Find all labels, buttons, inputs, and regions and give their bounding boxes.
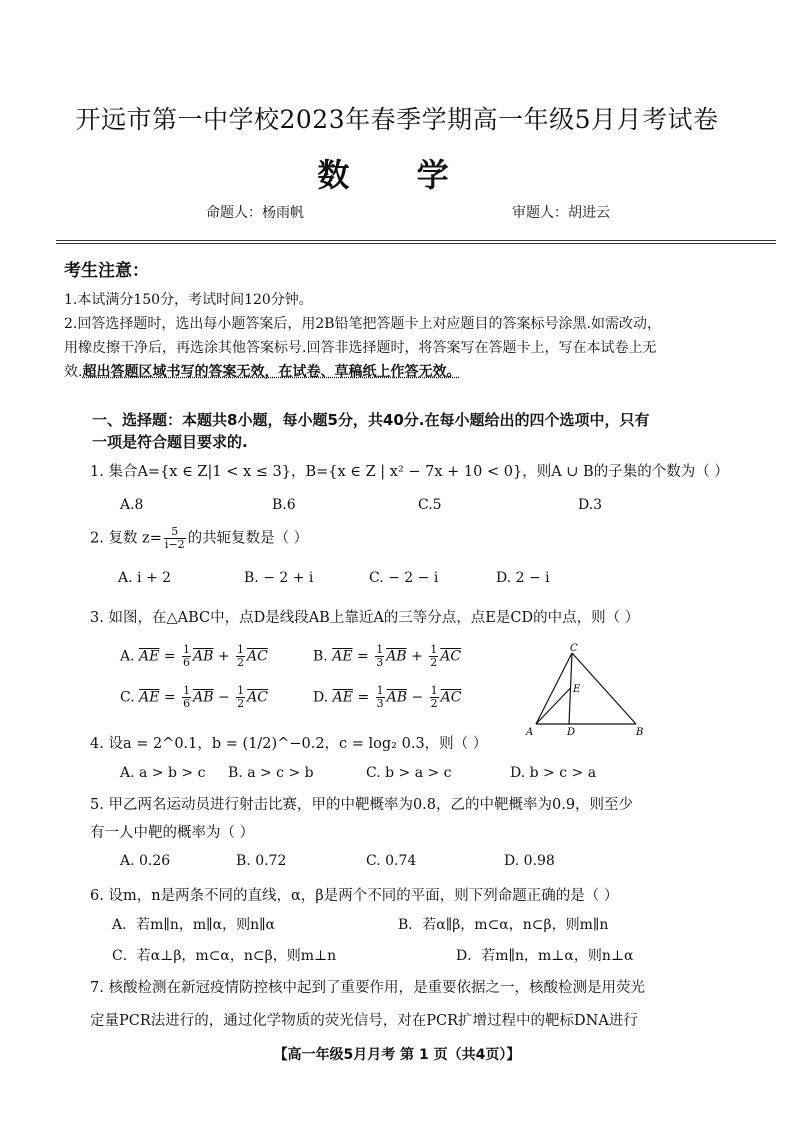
question-3-option-d xyxy=(313,685,462,710)
denominator: 3 xyxy=(376,697,384,710)
question-2-stem-end: 的共轭复数是（ ） xyxy=(187,530,309,547)
notice-line-4 xyxy=(64,361,460,381)
notice-line-4-start: 效. xyxy=(64,364,83,380)
numerator: 1 xyxy=(430,684,438,697)
notice-line-3: 用橡皮擦干净后，再选涂其他答案标号.回答非选择题时，将答案写在答题卡上，写在本试卷上无 xyxy=(64,340,657,356)
vector-ae: $\overline{AE}$ xyxy=(139,648,160,665)
plus-sign: + xyxy=(217,648,230,665)
question-2-fraction-denominator: i−2 xyxy=(164,538,185,551)
label-c: C xyxy=(570,643,578,654)
vector-ab: $\overline{AB}$ xyxy=(386,648,407,665)
edge-ac xyxy=(536,653,572,724)
label-a: A xyxy=(526,727,534,738)
numerator: 1 xyxy=(183,643,190,656)
question-2-fraction xyxy=(164,526,186,551)
question-3-option-a xyxy=(120,644,268,669)
numerator: 1 xyxy=(376,684,384,697)
label-b: B xyxy=(636,727,644,738)
notice-line-2: 2.回答选择题时，选出每小题答案后，用2B铅笔把答题卡上对应题目的答案标号涂黑.如需改动， xyxy=(64,316,662,332)
denominator: 2 xyxy=(430,697,438,710)
option-label: D. xyxy=(313,689,329,706)
notice-heading: 考生注意： xyxy=(64,261,149,281)
vector-ac: $\overline{AC}$ xyxy=(440,648,462,665)
segment-ae xyxy=(536,688,571,724)
subject-title: 数 学 xyxy=(317,156,477,194)
triangle-figure xyxy=(520,640,660,740)
question-1-stem: 1. 集合A={x ∈ Z|1 < x ≤ 3}，B={x ∈ Z | x² − 7x + 10 < 0}，则A ∪ B的子集的个数为（ ） xyxy=(90,464,729,480)
question-1-option-b: B.6 xyxy=(272,497,296,513)
numerator: 1 xyxy=(237,643,245,656)
vector-ae: $\overline{AE}$ xyxy=(332,689,353,706)
equals-sign: = xyxy=(357,648,369,665)
question-5-line-2: 有一人中靶的概率为（ ） xyxy=(90,825,255,841)
vector-ab: $\overline{AB}$ xyxy=(386,689,408,706)
minus-sign: − xyxy=(217,689,230,706)
question-5-option-c: C. 0.74 xyxy=(366,853,417,869)
denominator: 2 xyxy=(237,656,245,669)
question-3-option-c xyxy=(120,685,268,710)
question-6-option-b: B．若α∥β，m⊂α，n⊂β，则m∥n xyxy=(398,917,609,933)
denominator: 2 xyxy=(237,697,245,710)
question-5-option-a: A. 0.26 xyxy=(120,853,171,869)
vector-ae: $\overline{AE}$ xyxy=(332,648,353,665)
fraction xyxy=(236,685,245,710)
vector-ae: $\overline{AE}$ xyxy=(139,689,160,706)
denominator: 2 xyxy=(430,656,438,669)
denominator: 6 xyxy=(183,697,191,710)
question-4-option-b: B. a > c > b xyxy=(228,765,314,781)
label-d: D xyxy=(567,727,576,738)
question-2-option-a: A. i + 2 xyxy=(118,570,172,586)
question-1-option-a: A.8 xyxy=(120,497,144,513)
vector-ab: $\overline{AB}$ xyxy=(193,648,214,665)
section-1-heading-line-1: 一、选择题：本题共8小题，每小题5分，共40分.在每小题给出的四个选项中，只有 xyxy=(92,411,650,429)
vector-ac: $\overline{AC}$ xyxy=(247,689,268,706)
fraction xyxy=(375,644,384,669)
question-6-option-a: A．若m∥n，m∥α，则n∥α xyxy=(112,917,276,933)
question-2-stem xyxy=(90,526,308,551)
question-2-stem-start: 2. 复数 z= xyxy=(90,530,162,547)
page-footer: 【高一年级5月月考 第 1 页（共4页）】 xyxy=(273,1047,521,1063)
fraction xyxy=(376,685,385,710)
question-5-option-b: B. 0.72 xyxy=(236,853,287,869)
fraction xyxy=(182,685,191,710)
notice-line-1: 1.本试满分150分，考试时间120分钟。 xyxy=(64,292,313,308)
question-6-option-d: D．若m∥n，m⊥α，则n⊥α xyxy=(456,948,634,964)
label-e: E xyxy=(573,684,581,695)
fraction xyxy=(430,685,439,710)
vector-ab: $\overline{AB}$ xyxy=(193,689,214,706)
question-4-option-d: D. b > c > a xyxy=(510,765,597,781)
vector-ac: $\overline{AC}$ xyxy=(440,689,462,706)
option-label: B. xyxy=(313,648,328,665)
header-divider-top xyxy=(56,240,776,241)
numerator: 1 xyxy=(376,643,384,656)
equals-sign: = xyxy=(357,689,370,706)
plus-sign: + xyxy=(411,648,423,665)
header-divider-bottom xyxy=(56,243,776,244)
question-1-option-d: D.3 xyxy=(578,497,603,513)
equals-sign: = xyxy=(163,689,176,706)
question-setter: 命题人：杨雨帆 xyxy=(206,205,304,221)
minus-sign: − xyxy=(411,689,424,706)
question-6-option-c: C．若α⊥β，m⊂α，n⊂β，则m⊥n xyxy=(112,948,337,964)
question-3-option-b xyxy=(313,644,461,669)
edge-cb xyxy=(572,653,636,724)
vector-ac: $\overline{AC}$ xyxy=(247,648,268,665)
question-3-stem: 3. 如图，在△ABC中，点D是线段AB上靠近A的三等分点，点E是CD的中点，则（ ） xyxy=(90,610,640,626)
question-2-option-b: B. − 2 + i xyxy=(244,570,314,586)
question-2-fraction-numerator: 5 xyxy=(164,526,186,539)
question-2-option-c: C. − 2 − i xyxy=(369,570,439,586)
numerator: 1 xyxy=(237,684,245,697)
fraction xyxy=(236,644,245,669)
section-1-heading-line-2: 一项是符合题目要求的. xyxy=(92,433,248,451)
equals-sign: = xyxy=(163,648,176,665)
question-6-stem: 6. 设m，n是两条不同的直线，α，β是两个不同的平面，则下列命题正确的是（ ） xyxy=(90,888,619,904)
fraction xyxy=(182,644,191,669)
denominator: 6 xyxy=(183,656,190,669)
exam-title: 开远市第一中学校2023年春季学期高一年级5月月考试卷 xyxy=(75,105,719,134)
question-4-option-a: A. a > b > c xyxy=(120,765,206,781)
denominator: 3 xyxy=(376,656,384,669)
option-label: C. xyxy=(120,689,135,706)
question-4-stem: 4. 设a = 2^0.1，b = (1/2)^−0.2，c = log₂ 0.3，则（ ） xyxy=(90,736,488,752)
question-reviewer: 审题人：胡进云 xyxy=(512,205,610,221)
numerator: 1 xyxy=(430,643,438,656)
option-label: A. xyxy=(120,648,135,665)
question-7-line-1: 7. 核酸检测在新冠疫情防控核中起到了重要作用，是重要依据之一，核酸检测是用荧光 xyxy=(90,980,645,996)
question-7-line-2: 定量PCR法进行的，通过化学物质的荧光信号，对在PCR扩增过程中的靶标DNA进行 xyxy=(90,1013,638,1029)
question-4-option-c: C. b > a > c xyxy=(366,765,452,781)
question-5-option-d: D. 0.98 xyxy=(504,853,555,869)
numerator: 1 xyxy=(183,684,191,697)
question-5-line-1: 5. 甲乙两名运动员进行射击比赛，甲的中靶概率为0.8，乙的中靶概率为0.9，则至少 xyxy=(90,797,634,813)
question-1-option-c: C.5 xyxy=(418,497,442,513)
fraction xyxy=(429,644,438,669)
question-2-option-d: D. 2 − i xyxy=(496,570,550,586)
notice-emphasis: 超出答题区域书写的答案无效，在试卷、草稿纸上作答无效。 xyxy=(82,364,461,380)
